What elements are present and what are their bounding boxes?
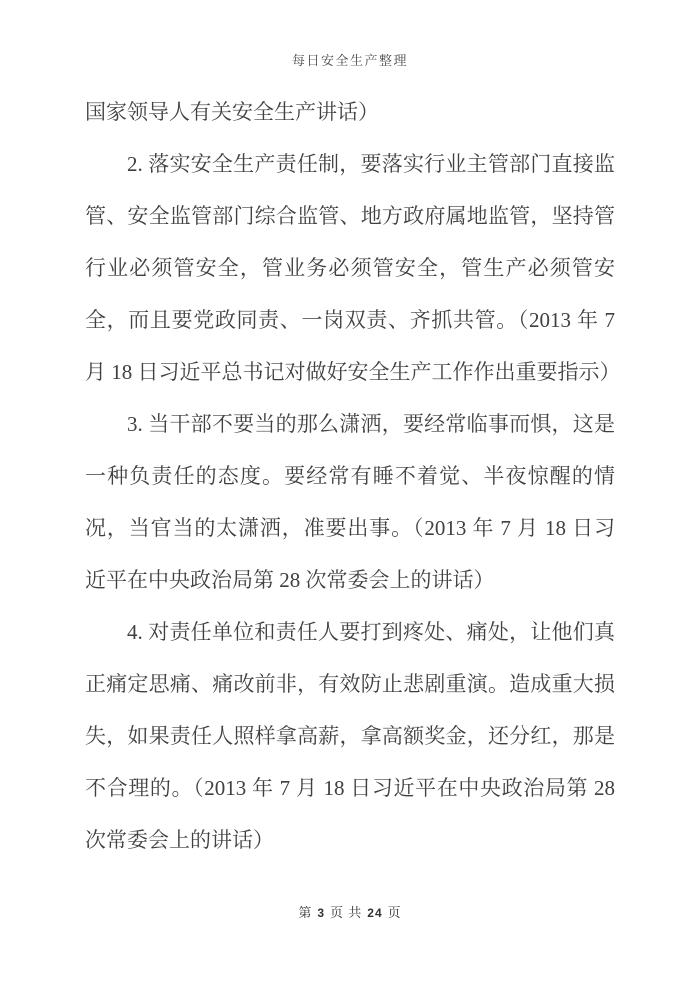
document-body bbox=[85, 86, 621, 866]
footer-page-number: 3 bbox=[317, 906, 326, 920]
footer-page-suffix: 页 bbox=[387, 905, 402, 920]
document-header-title: 每日安全生产整理 bbox=[291, 53, 408, 68]
footer-total-pages: 24 bbox=[367, 906, 383, 920]
page-footer bbox=[0, 902, 700, 921]
footer-page-middle: 页 共 bbox=[330, 905, 363, 920]
body-paragraph-item-2: 2. 落实安全生产责任制，要落实行业主管部门直接监管、安全监管部门综合监管、地方政府属地监管，坚持管行业必须管安全，管业务必须管安全，管生产必须管安全，而且要党政同责、一岗双责、齐抓共管。（2013 年 7 月 18 日习近平总书记对做好安全生产工作作出重要指示） bbox=[85, 152, 621, 384]
body-paragraph-item-3: 3. 当干部不要当的那么潇洒，要经常临事而惧，这是一种负责任的态度。要经常有睡不着觉、半夜惊醒的情况，当官当的太潇洒，准要出事。（2013 年 7 月 18 日习近平在中央政治局第 28 次常委会上的讲话） bbox=[85, 412, 615, 592]
body-paragraph-continuation: 国家领导人有关安全生产讲话） bbox=[85, 100, 379, 124]
footer-page-prefix: 第 bbox=[298, 905, 313, 920]
body-paragraph-item-4: 4. 对责任单位和责任人要打到疼处、痛处，让他们真正痛定思痛、痛改前非，有效防止悲剧重演。造成重大损失，如果责任人照样拿高薪，拿高额奖金，还分红，那是不合理的。（2013 年 7 月 18 日习近平在中央政治局第 28 次常委会上的讲话） bbox=[85, 620, 615, 852]
